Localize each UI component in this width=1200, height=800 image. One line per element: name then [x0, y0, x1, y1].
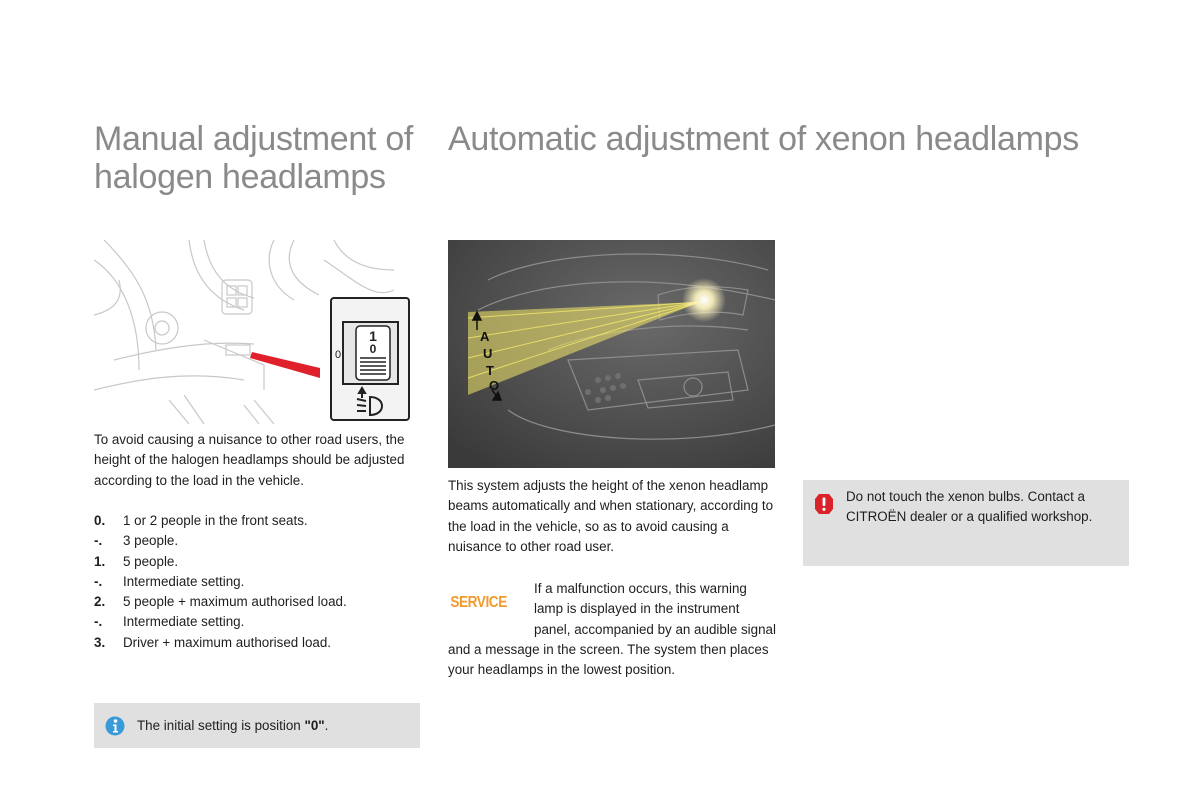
setting-text: Driver + maximum authorised load.: [123, 634, 332, 650]
xenon-intro-text: This system adjusts the height of the xenon headlamp beams automatically and when stationary, according to the load in the vehicle, so as to avoid causing a nuisance to other road user.: [448, 478, 774, 554]
warning-note-text: Do not touch the xenon bulbs. Contact a CITROËN dealer or a qualified workshop.: [846, 489, 1093, 525]
setting-text: Intermediate setting.: [123, 573, 245, 589]
setting-key: -.: [94, 573, 103, 589]
auto-letter-t: T: [486, 363, 494, 378]
car-front-drawing: [448, 240, 775, 468]
xenon-lamp-glow: [682, 278, 726, 322]
setting-text: 5 people + maximum authorised load.: [123, 594, 347, 610]
setting-key: 3.: [94, 634, 106, 650]
setting-text: 3 people.: [123, 533, 179, 549]
halogen-intro-text: To avoid causing a nuisance to other road users, the height of the halogen headlamps should be adjusted according to the load in the vehicle.: [94, 432, 405, 488]
setting-key: 2.: [94, 594, 106, 610]
info-note: [94, 703, 420, 748]
setting-text: Intermediate setting.: [123, 614, 245, 630]
info-note-prefix: The initial setting is position: [137, 718, 305, 733]
load-settings-list: [94, 511, 419, 653]
list-item: [94, 511, 419, 531]
list-item: [94, 552, 419, 572]
dial-mark-1: 1: [369, 328, 377, 344]
xenon-headlamp-illustration: [448, 240, 775, 468]
info-note-value: "0": [304, 718, 325, 733]
list-item: [94, 572, 419, 592]
auto-letter-u: U: [483, 346, 493, 361]
setting-key: 1.: [94, 553, 106, 569]
service-warning-lamp: SERVICE: [450, 594, 507, 611]
setting-key: -.: [94, 614, 103, 630]
dial-mark-0: 0: [369, 342, 377, 356]
dial-side-mark-0: 0: [334, 349, 342, 361]
setting-text: 1 or 2 people in the front seats.: [123, 513, 308, 528]
auto-letter-o: O: [489, 378, 500, 393]
auto-letter-a: A: [480, 329, 490, 344]
setting-key: -.: [94, 533, 103, 549]
section-title-halogen: Manual adjustment of halogen headlamps: [94, 120, 414, 196]
section-title-xenon: Automatic adjustment of xenon headlamps: [448, 120, 1079, 158]
list-item: [94, 612, 419, 632]
list-item: [94, 633, 419, 653]
info-note-text: [137, 718, 328, 733]
dashboard-drawing: [94, 240, 420, 424]
warning-exclamation-icon: [814, 493, 834, 520]
warning-note: [803, 480, 1129, 566]
setting-text: 5 people.: [123, 553, 179, 569]
pointer-wedge: [250, 352, 320, 378]
service-warning-block: [448, 579, 778, 680]
list-item: [94, 531, 419, 551]
setting-key: 0.: [94, 513, 106, 528]
info-note-suffix: .: [324, 718, 329, 733]
halogen-adjustment-illustration: [94, 240, 420, 424]
list-item: [94, 592, 419, 612]
info-icon: [105, 716, 125, 741]
service-warning-text: If a malfunction occurs, this warning lamp is displayed in the instrument panel, accompanied by an audible signal and a message in the screen. The system then places your headlamps in the lowest position.: [448, 581, 776, 678]
